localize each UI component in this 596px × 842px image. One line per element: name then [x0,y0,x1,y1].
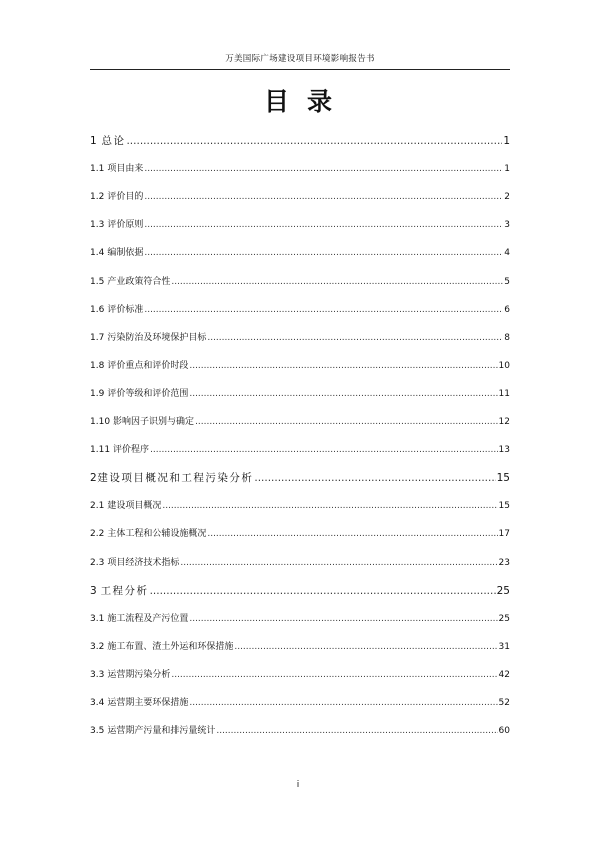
toc-entry-number: 3.5 [90,726,105,737]
toc-entry-label: 项目由来 [107,164,144,175]
toc-entry-page: 4 [504,248,510,259]
toc-entry-label: 评价程序 [113,445,150,456]
toc-entry-number: 2.3 [90,557,105,568]
toc-entry-page: 15 [496,472,510,485]
toc-entry-page: 13 [498,445,510,456]
toc-entry[interactable] [90,161,510,174]
toc-entry[interactable] [90,386,510,399]
toc-entry-page: 3 [504,220,510,231]
dot-leader [189,389,497,399]
header-divider [90,69,510,70]
dot-leader [150,445,497,455]
dot-leader [171,670,497,680]
toc-entry-page: 6 [504,304,510,315]
toc-entry-page: 2 [504,192,510,203]
toc-entry-label: 评价等级和评价范围 [107,388,189,399]
dot-leader [189,361,497,371]
toc-entry-page: 23 [498,557,510,568]
toc-entry-label: 运营期主要环保措施 [107,698,189,708]
toc-entry-label: 运营期产污量和排污量统计 [107,726,216,737]
dot-leader [207,529,497,539]
toc-entry-page: 5 [504,276,510,287]
toc-entry-label: 总论 [101,135,126,147]
dot-leader [234,642,497,652]
toc-entry[interactable] [90,302,510,315]
toc-entry-page: 1 [504,164,510,175]
toc-entry-number: 1.2 [90,192,105,203]
dot-leader [216,726,497,736]
toc-entry-label: 建设项目概况 [107,501,162,512]
toc-entry-label: 编制依据 [107,248,144,259]
toc-entry-number: 1.9 [90,388,105,399]
toc-entry-page: 8 [504,332,510,343]
page-number: i [296,780,300,790]
dot-leader [162,501,497,511]
dot-leader [195,417,497,427]
toc-entry-number: 3 [90,584,97,597]
toc-entry[interactable] [90,667,510,680]
toc-entry[interactable] [90,358,510,371]
toc-entry-number: 1.10 [90,417,111,427]
toc-entry-number: 1.1 [90,164,105,175]
toc-entry-label: 工程分析 [100,584,149,597]
dot-leader [144,192,503,202]
dot-leader [180,558,497,568]
toc-entry-number: 1.3 [90,220,105,231]
toc-entry-label: 评价重点和评价时段 [107,360,189,371]
toc-entry-number: 2 [90,472,97,485]
toc-entry[interactable] [90,526,510,539]
toc-entry-label: 评价目的 [107,192,144,203]
toc-entry[interactable] [90,217,510,230]
toc-entry[interactable] [90,470,510,485]
toc-entry-number: 2.1 [90,501,105,512]
toc-entry[interactable] [90,611,510,624]
toc-entry-label: 施工布置、渣土外运和环保措施 [107,641,234,652]
toc-entry[interactable] [90,133,510,148]
toc-entry-page: 12 [498,417,510,427]
toc-entry[interactable] [90,330,510,343]
toc-entry-number: 1 [90,135,97,147]
toc-entry-label: 施工流程及产污位置 [107,613,189,624]
toc-entry-page: 17 [498,529,510,540]
toc-entry-number: 3.1 [90,613,105,624]
page-title: 目录 [263,87,350,116]
toc-entry[interactable] [90,245,510,258]
toc-entry-page: 25 [498,613,510,624]
toc-entry-page: 15 [498,501,510,512]
toc-entry-page: 60 [498,726,510,737]
toc-entry-page: 25 [496,584,510,597]
toc-entry-number: 1.5 [90,276,105,287]
toc-entry[interactable] [90,639,510,652]
toc-entry-number: 1.7 [90,332,105,343]
toc-entry-number: 1.8 [90,360,105,371]
dot-leader [207,333,503,343]
toc-entry-number: 3.2 [90,641,105,652]
toc-entry-label: 污染防治及环境保护目标 [107,332,207,343]
dot-leader [189,698,497,708]
toc-entry-label: 影响因子识别与确定 [113,417,195,427]
toc-entry-page: 11 [498,388,510,399]
toc-entry-label: 产业政策符合性 [107,276,171,287]
toc-entry[interactable] [90,723,510,736]
toc-entry-number: 2.2 [90,529,105,540]
toc-entry-page: 42 [498,669,510,680]
dot-leader [144,248,503,258]
toc-entry[interactable] [90,274,510,287]
toc-entry-number: 1.4 [90,248,105,259]
dot-leader [171,277,503,287]
toc-entry[interactable] [90,442,510,455]
dot-leader [254,472,495,484]
toc-entry-label: 运营期污染分析 [107,669,171,680]
toc-entry-label: 评价原则 [107,220,144,231]
toc-entry[interactable] [90,695,510,708]
toc-entry-label: 建设项目概况和工程污染分析 [97,472,254,485]
toc-entry[interactable] [90,498,510,511]
toc-entry-label: 项目经济技术指标 [107,557,180,568]
toc-entry-number: 1.6 [90,304,105,315]
toc-entry-page: 31 [498,641,510,652]
toc-entry-label: 主体工程和公辅设施概况 [107,529,207,540]
toc-entry-number: 1.11 [90,445,111,456]
dot-leader [189,614,497,624]
toc-entry-page: 52 [498,698,510,708]
dot-leader [144,220,503,230]
dot-leader [144,164,503,174]
toc-entry[interactable] [90,583,510,598]
toc-entry-label: 评价标准 [107,304,144,315]
toc-entry-page: 10 [498,360,510,371]
toc-entry[interactable] [90,555,510,568]
toc-entry-page: 1 [503,135,510,147]
dot-leader [126,135,502,147]
running-header: 万美国际广场建设项目环境影响报告书 [225,54,375,64]
toc-entry-number: 3.3 [90,669,105,680]
dot-leader [150,585,496,597]
dot-leader [144,305,503,315]
toc-entry-number: 3.4 [90,698,105,708]
toc-entry[interactable] [90,414,510,427]
toc-entry[interactable] [90,189,510,202]
